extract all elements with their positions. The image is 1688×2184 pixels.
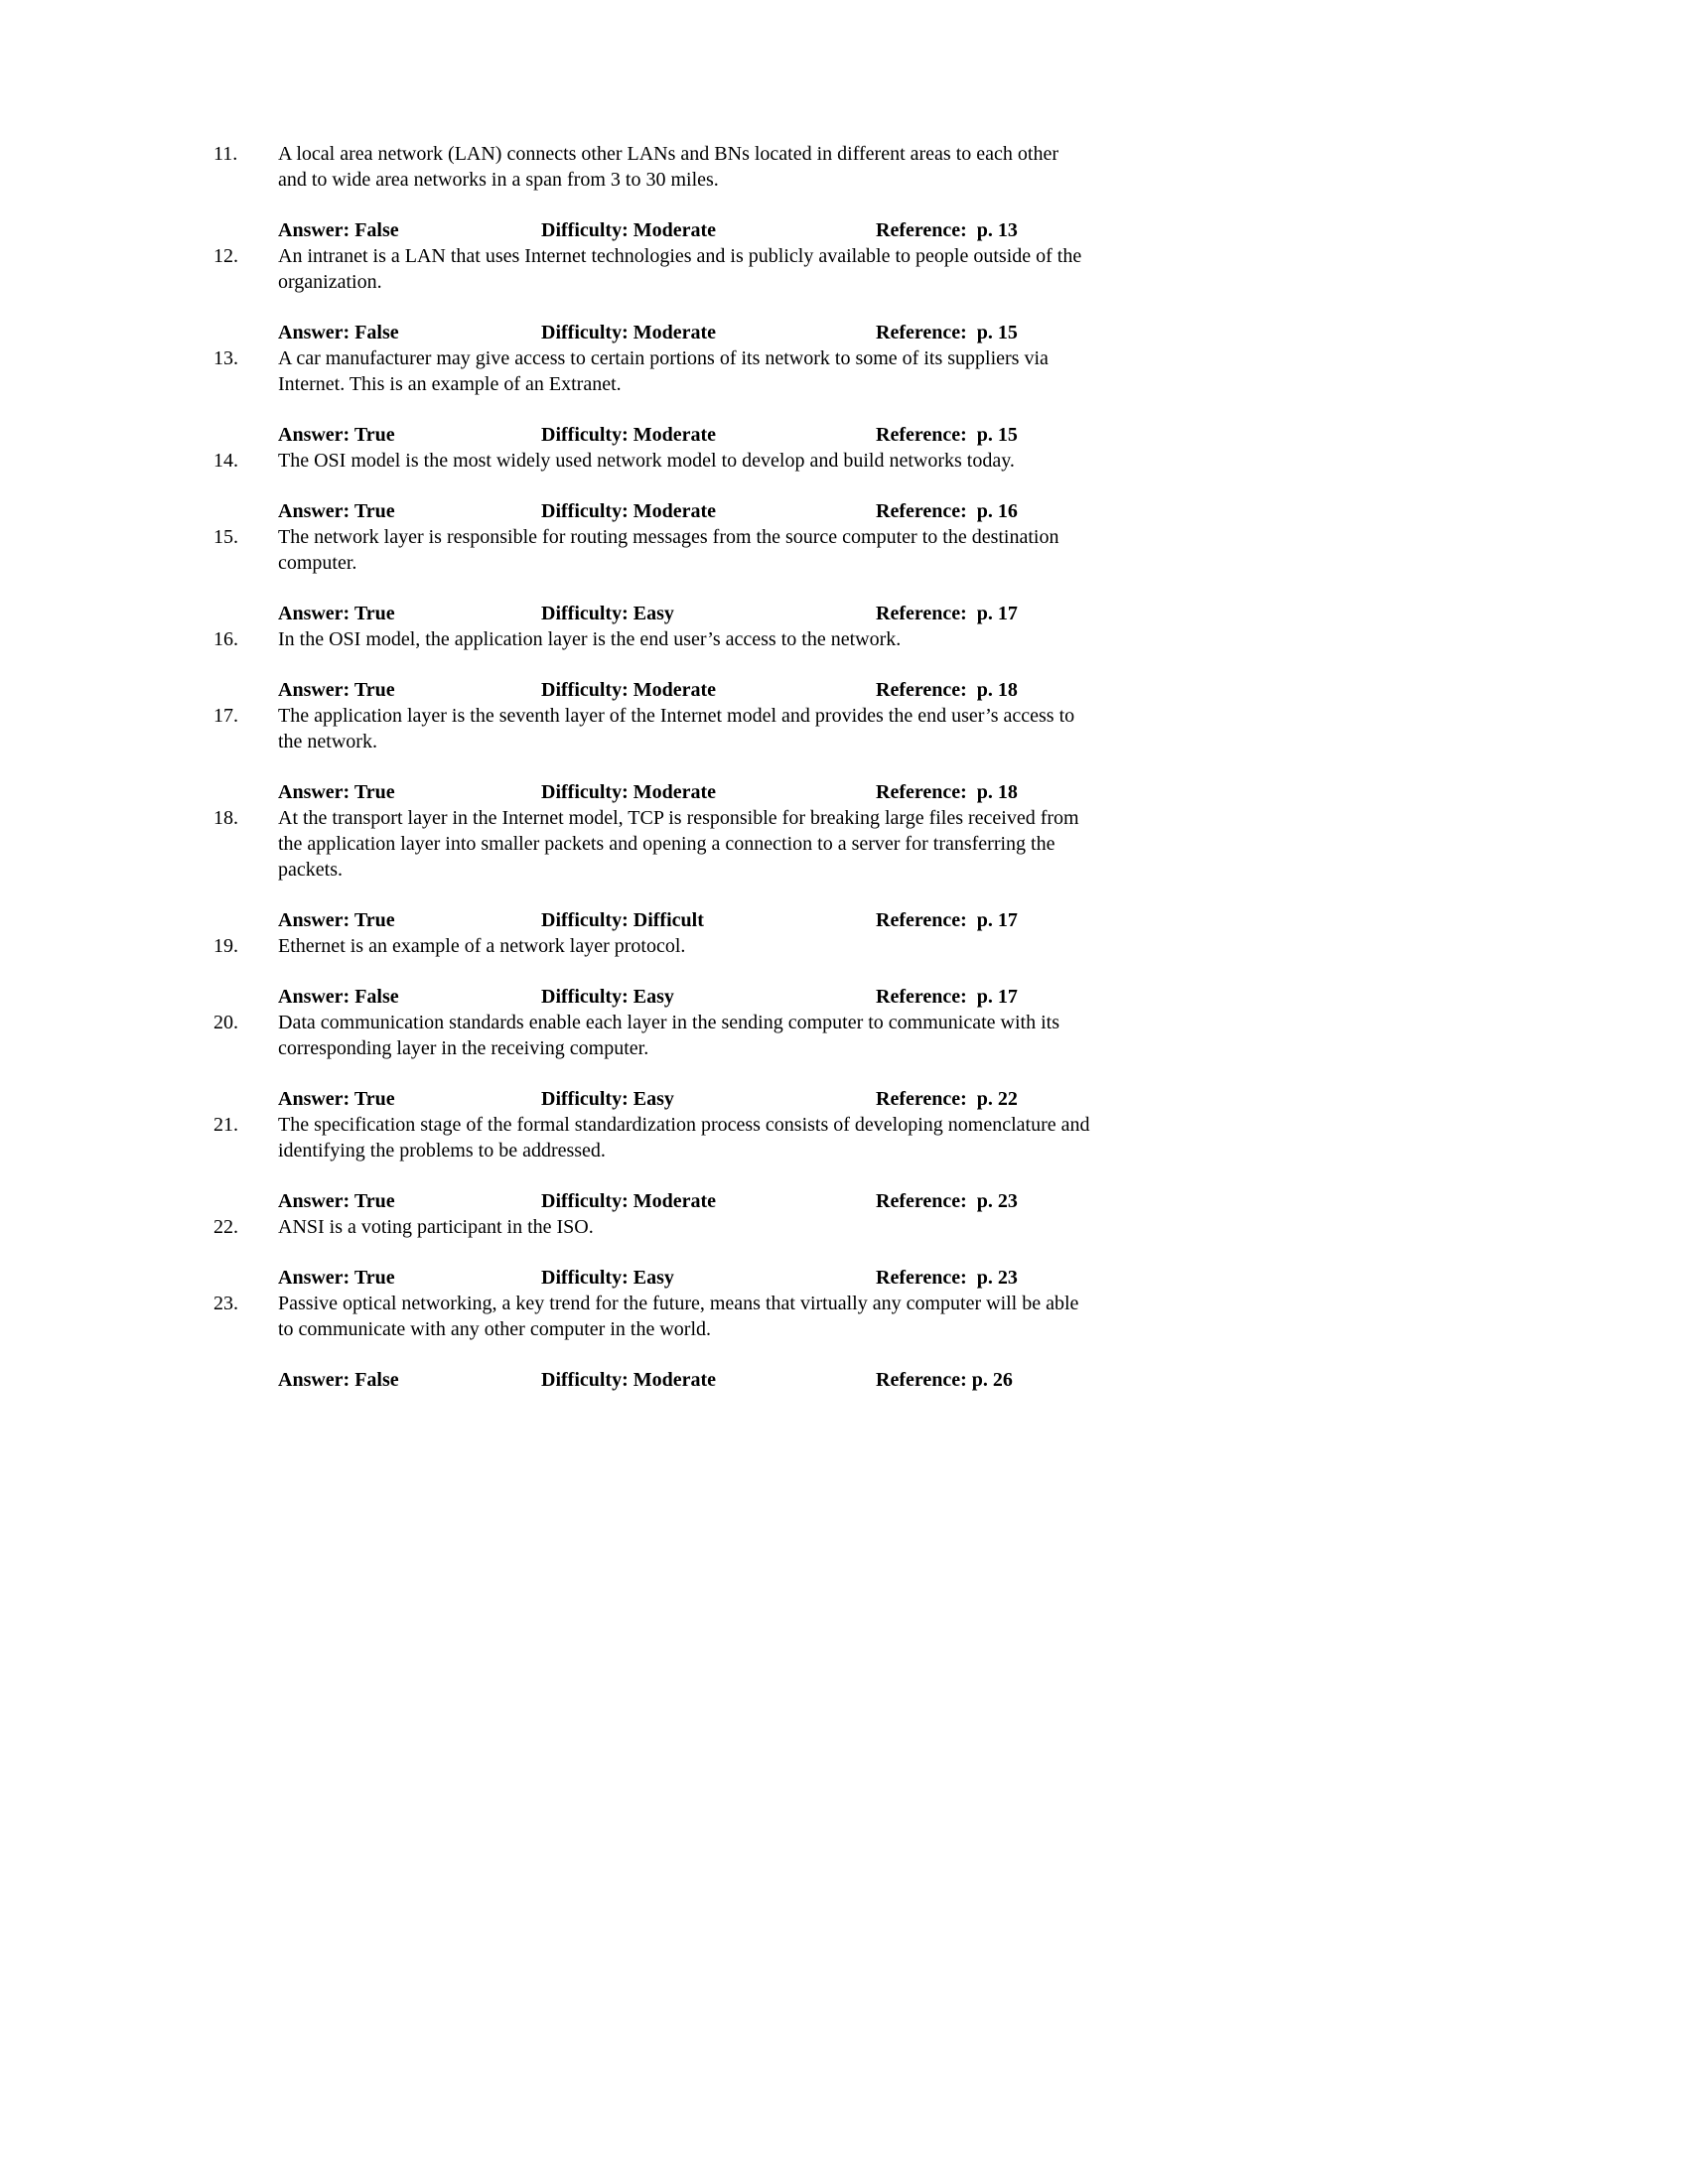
answer-label: Answer: True bbox=[278, 424, 395, 446]
reference-label: Reference: p. 18 bbox=[876, 679, 1018, 701]
question-text: Passive optical networking, a key trend for the future, means that virtually any computer will be able to communicate with any other computer in the world. bbox=[278, 1293, 1079, 1340]
question-text: The specification stage of the formal standardization process consists of developing nomenclature and identifying the problems to be addressed. bbox=[278, 1114, 1090, 1161]
question-item bbox=[213, 933, 1688, 1010]
question-text: The application layer is the seventh layer of the Internet model and provides the end user’s access to the network. bbox=[278, 705, 1075, 752]
question-item bbox=[213, 524, 1688, 626]
question-number: 14. bbox=[213, 450, 238, 472]
answer-row bbox=[278, 498, 1688, 524]
question-row bbox=[213, 345, 1688, 397]
answer-row bbox=[278, 601, 1688, 626]
answer-label: Answer: True bbox=[278, 603, 395, 624]
reference-label: Reference: p. 15 bbox=[876, 322, 1018, 343]
question-item bbox=[213, 1291, 1688, 1393]
question-row bbox=[213, 805, 1688, 883]
reference-label: Reference: p. 17 bbox=[876, 986, 1018, 1008]
reference-label: Reference: p. 13 bbox=[876, 219, 1018, 241]
question-text: The network layer is responsible for routing messages from the source computer to the destination computer. bbox=[278, 526, 1059, 574]
question-text: An intranet is a LAN that uses Internet technologies and is publicly available to people outside of the organization. bbox=[278, 245, 1082, 293]
reference-label: Reference: p. 16 bbox=[876, 500, 1018, 522]
answer-label: Answer: True bbox=[278, 1088, 395, 1110]
question-item bbox=[213, 448, 1688, 524]
answer-label: Answer: False bbox=[278, 219, 399, 241]
question-row bbox=[213, 1291, 1688, 1342]
reference-label: Reference: p. 22 bbox=[876, 1088, 1018, 1110]
question-list bbox=[213, 141, 1688, 1393]
question-row bbox=[213, 703, 1688, 754]
answer-row bbox=[278, 217, 1688, 243]
question-item bbox=[213, 805, 1688, 933]
question-row bbox=[213, 1010, 1688, 1061]
question-text: A car manufacturer may give access to certain portions of its network to some of its suppliers via Internet. This is an example of an Extranet. bbox=[278, 347, 1049, 395]
question-item bbox=[213, 1214, 1688, 1291]
question-item bbox=[213, 1010, 1688, 1112]
difficulty-label: Difficulty: Moderate bbox=[541, 500, 717, 522]
reference-label: Reference: p. 23 bbox=[876, 1190, 1018, 1212]
answer-label: Answer: True bbox=[278, 1190, 395, 1212]
answer-label: Answer: True bbox=[278, 1267, 395, 1289]
answer-label: Answer: False bbox=[278, 1369, 399, 1391]
question-number: 19. bbox=[213, 935, 238, 957]
answer-row bbox=[278, 1265, 1688, 1291]
question-row bbox=[213, 448, 1688, 474]
difficulty-label: Difficulty: Easy bbox=[541, 1088, 674, 1110]
answer-row bbox=[278, 907, 1688, 933]
reference-label: Reference: p. 23 bbox=[876, 1267, 1018, 1289]
question-text: The OSI model is the most widely used network model to develop and build networks today. bbox=[278, 450, 1015, 472]
reference-label: Reference: p. 18 bbox=[876, 781, 1018, 803]
question-item bbox=[213, 243, 1688, 345]
question-number: 13. bbox=[213, 347, 238, 369]
difficulty-label: Difficulty: Moderate bbox=[541, 424, 717, 446]
reference-label: Reference: p. 15 bbox=[876, 424, 1018, 446]
answer-row bbox=[278, 1367, 1688, 1393]
question-item bbox=[213, 1112, 1688, 1214]
answer-row bbox=[278, 984, 1688, 1010]
reference-label: Reference: p. 26 bbox=[876, 1369, 1013, 1391]
difficulty-label: Difficulty: Easy bbox=[541, 603, 674, 624]
answer-row bbox=[278, 422, 1688, 448]
answer-label: Answer: True bbox=[278, 679, 395, 701]
question-item bbox=[213, 703, 1688, 805]
question-number: 23. bbox=[213, 1293, 238, 1314]
question-number: 20. bbox=[213, 1012, 238, 1033]
difficulty-label: Difficulty: Difficult bbox=[541, 909, 704, 931]
answer-row bbox=[278, 320, 1688, 345]
answer-label: Answer: False bbox=[278, 322, 399, 343]
question-row bbox=[213, 1112, 1688, 1163]
answer-label: Answer: True bbox=[278, 909, 395, 931]
answer-label: Answer: True bbox=[278, 781, 395, 803]
difficulty-label: Difficulty: Moderate bbox=[541, 1190, 717, 1212]
difficulty-label: Difficulty: Easy bbox=[541, 986, 674, 1008]
difficulty-label: Difficulty: Moderate bbox=[541, 781, 717, 803]
answer-row bbox=[278, 1086, 1688, 1112]
question-number: 21. bbox=[213, 1114, 238, 1136]
difficulty-label: Difficulty: Moderate bbox=[541, 679, 717, 701]
question-text: Data communication standards enable each layer in the sending computer to communicate with its corresponding layer in the receiving computer. bbox=[278, 1012, 1059, 1059]
answer-row bbox=[278, 1188, 1688, 1214]
question-number: 18. bbox=[213, 807, 238, 829]
question-number: 22. bbox=[213, 1216, 238, 1238]
question-item bbox=[213, 141, 1688, 243]
answer-row bbox=[278, 677, 1688, 703]
question-number: 11. bbox=[213, 143, 238, 165]
question-row bbox=[213, 243, 1688, 295]
question-item bbox=[213, 345, 1688, 448]
question-number: 15. bbox=[213, 526, 238, 548]
question-text: A local area network (LAN) connects other LANs and BNs located in different areas to each other and to wide area networks in a span from 3 to 30 miles. bbox=[278, 143, 1058, 191]
question-number: 12. bbox=[213, 245, 238, 267]
difficulty-label: Difficulty: Moderate bbox=[541, 1369, 717, 1391]
question-item bbox=[213, 626, 1688, 703]
difficulty-label: Difficulty: Easy bbox=[541, 1267, 674, 1289]
question-text: ANSI is a voting participant in the ISO. bbox=[278, 1216, 594, 1238]
answer-label: Answer: True bbox=[278, 500, 395, 522]
question-text: At the transport layer in the Internet model, TCP is responsible for breaking large files received from the application layer into smaller packets and opening a connection to a server for transferring the packets. bbox=[278, 807, 1079, 881]
question-row bbox=[213, 933, 1688, 959]
answer-label: Answer: False bbox=[278, 986, 399, 1008]
question-text: Ethernet is an example of a network layer protocol. bbox=[278, 935, 686, 957]
reference-label: Reference: p. 17 bbox=[876, 909, 1018, 931]
question-number: 16. bbox=[213, 628, 238, 650]
question-row bbox=[213, 141, 1688, 193]
question-row bbox=[213, 1214, 1688, 1240]
difficulty-label: Difficulty: Moderate bbox=[541, 322, 717, 343]
reference-label: Reference: p. 17 bbox=[876, 603, 1018, 624]
question-text: In the OSI model, the application layer is the end user’s access to the network. bbox=[278, 628, 902, 650]
question-row bbox=[213, 524, 1688, 576]
answer-row bbox=[278, 779, 1688, 805]
difficulty-label: Difficulty: Moderate bbox=[541, 219, 717, 241]
question-row bbox=[213, 626, 1688, 652]
question-number: 17. bbox=[213, 705, 238, 727]
